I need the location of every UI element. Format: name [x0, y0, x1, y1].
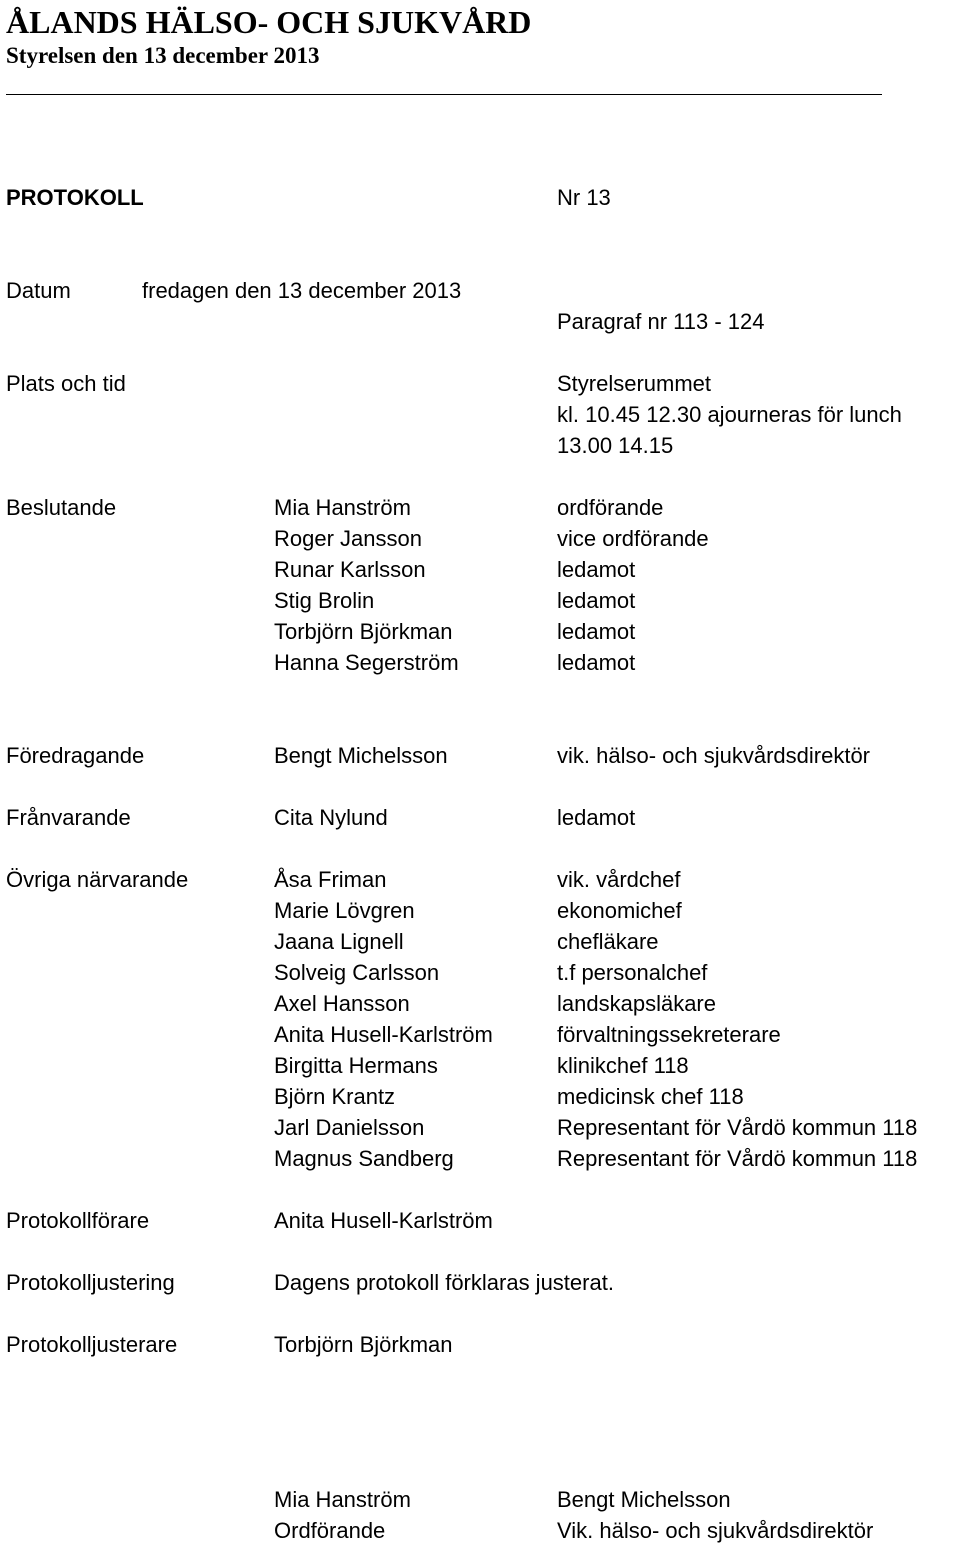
member-name: Roger Jansson	[274, 526, 422, 551]
board-date: Styrelsen den 13 december 2013	[6, 43, 320, 68]
list-item	[0, 897, 960, 928]
absent-label: Frånvarande	[6, 805, 131, 830]
time-line-1: kl. 10.45 12.30 ajourneras för lunch	[557, 402, 902, 427]
list-item	[0, 525, 960, 556]
attendee-role: chefläkare	[557, 929, 659, 954]
organization-title: ÅLANDS HÄLSO- OCH SJUKVÅRD	[6, 4, 532, 40]
list-item	[0, 866, 960, 897]
member-name: Torbjörn Björkman	[274, 619, 453, 644]
attendee-role: Representant för Vårdö kommun 118	[557, 1115, 918, 1140]
list-item	[0, 1114, 960, 1145]
list-item	[0, 556, 960, 587]
attendee-role: Representant för Vårdö kommun 118	[557, 1146, 918, 1171]
attendee-role: landskapsläkare	[557, 991, 716, 1016]
attendee-role: klinikchef 118	[557, 1053, 689, 1078]
list-item	[0, 1052, 960, 1083]
attendee-name: Jaana Lignell	[274, 929, 404, 954]
time-line-2: 13.00 14.15	[557, 433, 674, 458]
paragraph-range: Paragraf nr 113 - 124	[557, 309, 765, 334]
presenter-role: vik. hälso- och sjukvårdsdirektör	[557, 743, 871, 768]
member-role: ledamot	[557, 588, 636, 613]
protocol-title: PROTOKOLL	[6, 185, 144, 210]
place-label: Plats och tid	[6, 371, 126, 396]
attendee-name: Birgitta Hermans	[274, 1053, 438, 1078]
minutes-keeper: Anita Husell-Karlström	[274, 1208, 493, 1233]
minutes-keeper-label: Protokollförare	[6, 1208, 150, 1233]
list-item	[0, 959, 960, 990]
signature-name: Mia Hanström	[274, 1487, 411, 1512]
list-item	[0, 587, 960, 618]
list-item	[0, 928, 960, 959]
attendee-role: ekonomichef	[557, 898, 682, 923]
absent-role: ledamot	[557, 805, 636, 830]
presenter-label: Föredragande	[6, 743, 145, 768]
member-role: ordförande	[557, 495, 664, 520]
list-item	[0, 494, 960, 525]
member-name: Stig Brolin	[274, 588, 375, 613]
attendee-role: t.f personalchef	[557, 960, 708, 985]
minutes-adjuster-label: Protokolljusterare	[6, 1332, 178, 1357]
member-name: Runar Karlsson	[274, 557, 426, 582]
signature-title: Vik. hälso- och sjukvårdsdirektör	[557, 1518, 874, 1543]
list-item	[0, 649, 960, 680]
list-item	[0, 1145, 960, 1176]
date-value: fredagen den 13 december 2013	[142, 278, 462, 303]
attendee-role: förvaltningssekreterare	[557, 1022, 781, 1047]
absent-name: Cita Nylund	[274, 805, 388, 830]
signature-name: Bengt Michelsson	[557, 1487, 731, 1512]
attendee-name: Björn Krantz	[274, 1084, 396, 1109]
attendee-name: Åsa Friman	[274, 867, 387, 892]
minutes-adjuster: Torbjörn Björkman	[274, 1332, 453, 1357]
place-value: Styrelserummet	[557, 371, 712, 396]
signature-title: Ordförande	[274, 1518, 386, 1543]
minutes-adjustment-label: Protokolljustering	[6, 1270, 175, 1295]
list-item	[0, 618, 960, 649]
attendee-name: Axel Hansson	[274, 991, 410, 1016]
list-item	[0, 1021, 960, 1052]
attendee-role: vik. vårdchef	[557, 867, 681, 892]
attendee-role: medicinsk chef 118	[557, 1084, 744, 1109]
member-name: Mia Hanström	[274, 495, 411, 520]
member-name: Hanna Segerström	[274, 650, 459, 675]
member-role: ledamot	[557, 650, 636, 675]
list-item	[0, 1083, 960, 1114]
presenter-name: Bengt Michelsson	[274, 743, 448, 768]
date-label: Datum	[6, 278, 71, 303]
member-role: ledamot	[557, 557, 636, 582]
header-divider	[6, 94, 882, 95]
others-label: Övriga närvarande	[6, 867, 189, 892]
attendee-name: Jarl Danielsson	[274, 1115, 425, 1140]
protocol-number: Nr 13	[557, 185, 611, 210]
member-role: vice ordförande	[557, 526, 709, 551]
attendee-name: Solveig Carlsson	[274, 960, 440, 985]
attendee-name: Marie Lövgren	[274, 898, 415, 923]
decision-makers-label: Beslutande	[6, 495, 117, 520]
minutes-adjustment: Dagens protokoll förklaras justerat.	[274, 1270, 614, 1295]
attendee-name: Magnus Sandberg	[274, 1146, 454, 1171]
member-role: ledamot	[557, 619, 636, 644]
attendee-name: Anita Husell-Karlström	[274, 1022, 493, 1047]
list-item	[0, 990, 960, 1021]
